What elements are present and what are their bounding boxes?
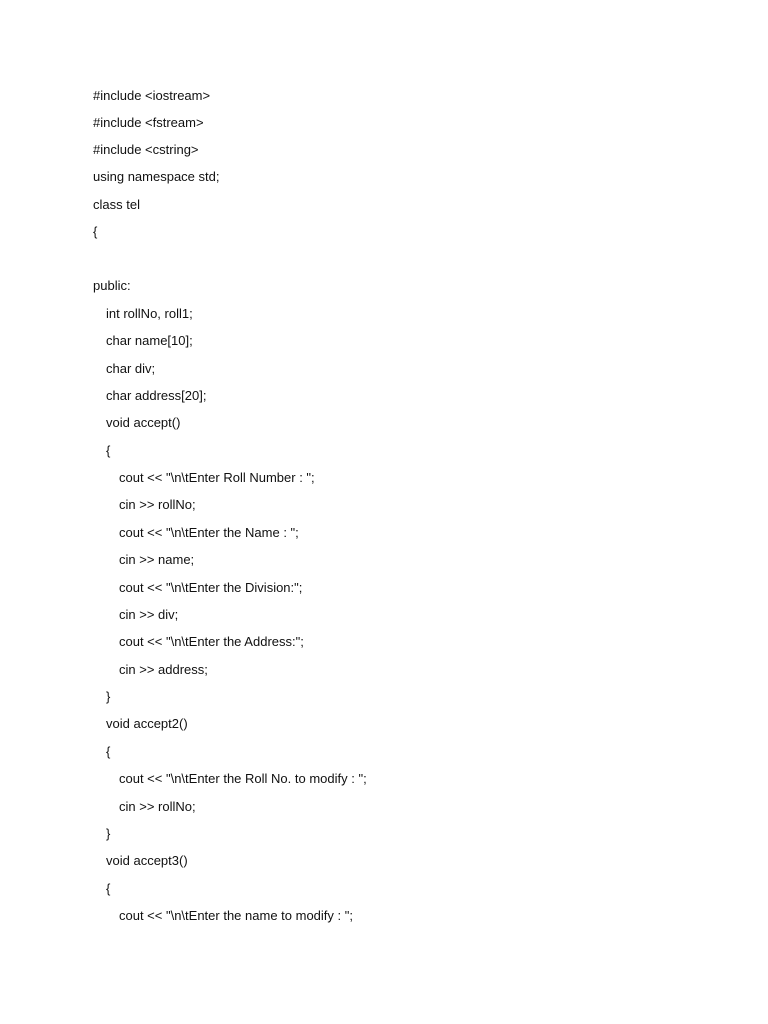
code-line: cout << "\n\tEnter the Division:"; bbox=[119, 580, 303, 595]
code-line: cout << "\n\tEnter the Address:"; bbox=[119, 634, 304, 649]
code-line: void accept3() bbox=[106, 853, 188, 868]
code-line: public: bbox=[93, 278, 131, 293]
code-line: #include <cstring> bbox=[93, 142, 199, 157]
code-line: } bbox=[106, 826, 111, 841]
code-line: cin >> name; bbox=[119, 552, 195, 567]
code-line: cout << "\n\tEnter the name to modify : "; bbox=[119, 908, 353, 923]
code-line: cin >> rollNo; bbox=[119, 497, 196, 512]
code-line: char div; bbox=[106, 361, 156, 376]
code-line: class tel bbox=[93, 197, 140, 212]
code-line: { bbox=[106, 443, 111, 458]
code-line: using namespace std; bbox=[93, 169, 220, 184]
code-line: #include <iostream> bbox=[93, 88, 211, 103]
code-line: cin >> address; bbox=[119, 662, 208, 677]
code-line: void accept() bbox=[106, 415, 181, 430]
code-line: cout << "\n\tEnter Roll Number : "; bbox=[119, 470, 315, 485]
code-line: int rollNo, roll1; bbox=[106, 306, 193, 321]
code-line: cin >> rollNo; bbox=[119, 799, 196, 814]
code-line: char name[10]; bbox=[106, 333, 193, 348]
code-line: { bbox=[93, 224, 98, 239]
code-line: } bbox=[106, 689, 111, 704]
code-line: void accept2() bbox=[106, 716, 188, 731]
code-line: cout << "\n\tEnter the Name : "; bbox=[119, 525, 299, 540]
code-line: #include <fstream> bbox=[93, 115, 204, 130]
code-line: { bbox=[106, 744, 111, 759]
code-line: { bbox=[106, 881, 111, 896]
code-line: cout << "\n\tEnter the Roll No. to modify : "; bbox=[119, 771, 367, 786]
code-line: cin >> div; bbox=[119, 607, 179, 622]
code-line: char address[20]; bbox=[106, 388, 207, 403]
